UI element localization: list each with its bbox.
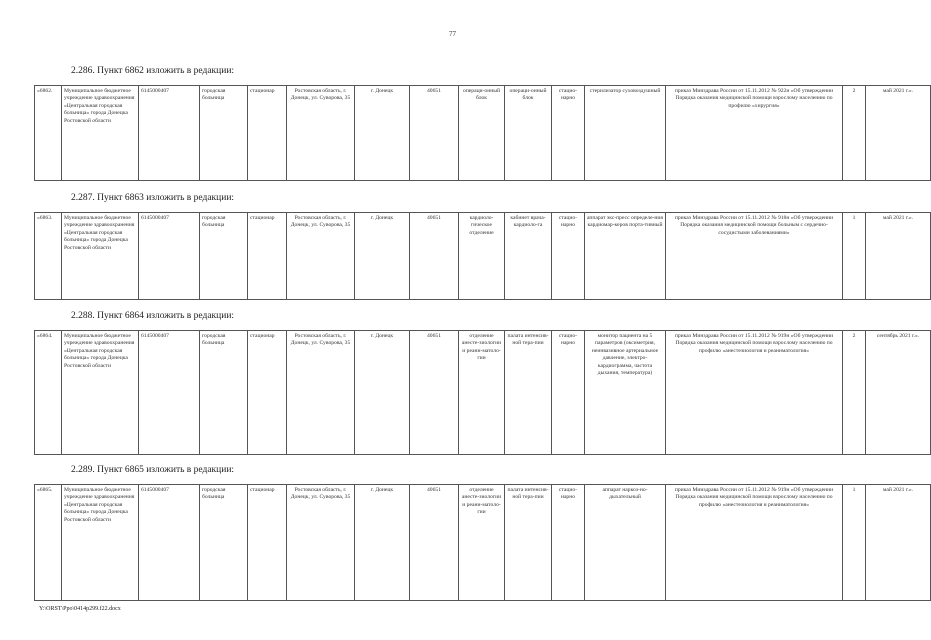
cell-address: Ростовская область, г. Донецк, ул. Суворова, 35	[287, 213, 355, 300]
cell-inn: 6145000407	[139, 213, 200, 300]
file-path-footer: Y:\ORST\Ppo\0414p299.f22.docx	[39, 606, 121, 612]
cell-city: г. Донецк	[355, 331, 410, 455]
cell-code: 40651	[410, 213, 459, 300]
cell-inn: 6145000407	[139, 485, 200, 601]
cell-code: 40651	[410, 331, 459, 455]
cell-room: палата интенсив-ной тера-пии	[505, 331, 552, 455]
cell-address: Ростовская область, г. Донецк, ул. Суворова, 35	[287, 485, 355, 601]
cell-care-conditions: стационар	[248, 213, 287, 300]
amendment-table	[34, 484, 931, 601]
cell-item-number: «6862.	[35, 86, 62, 181]
cell-equipment: аппарат наркоз-но-дыхательный	[585, 485, 666, 601]
cell-facility-type: городская больница	[200, 485, 248, 601]
cell-city: г. Донецк	[355, 213, 410, 300]
cell-mode: стацио-нарно	[552, 485, 585, 601]
cell-order: приказ Минздрава России от 15.11.2012 № 919н «Об утверждении Порядка оказания медицинской помощи взрослому населению по профилю «анестезиология и реаниматология»	[666, 331, 843, 455]
cell-department: кардиоло-гическое отделение	[459, 213, 505, 300]
cell-facility-type: городская больница	[200, 331, 248, 455]
cell-code: 40651	[410, 86, 459, 181]
cell-date: май 2021 г.».	[866, 485, 931, 601]
cell-care-conditions: стационар	[248, 331, 287, 455]
cell-organization: Муниципальное бюджетное учреждение здравоохранения «Центральная городская больница» города Донецка Ростовской области	[62, 213, 139, 300]
cell-department: операци-онный блок	[459, 86, 505, 181]
cell-room: операци-онный блок	[505, 86, 552, 181]
cell-room: кабинет врача-кардиоло-га	[505, 213, 552, 300]
cell-equipment: стерилизатор суховоздушный	[585, 86, 666, 181]
cell-facility-type: городская больница	[200, 213, 248, 300]
cell-care-conditions: стационар	[248, 86, 287, 181]
cell-mode: стацио-нарно	[552, 213, 585, 300]
cell-department: отделение анесте-зиологии и реани-матоло-гии	[459, 331, 505, 455]
cell-city: г. Донецк	[355, 485, 410, 601]
cell-quantity: 1	[843, 213, 866, 300]
cell-order: приказ Минздрава России от 15.11.2012 № 922н «Об утверждении Порядка оказания медицинской помощи взрослому населению по профилю «хирургия»	[666, 86, 843, 181]
cell-facility-type: городская больница	[200, 86, 248, 181]
cell-organization: Муниципальное бюджетное учреждение здравоохранения «Центральная городская больница» города Донецка Ростовской области	[62, 86, 139, 181]
cell-quantity: 2	[843, 331, 866, 455]
section-heading: 2.288. Пункт 6864 изложить в редакции:	[71, 311, 235, 321]
cell-quantity: 1	[843, 485, 866, 601]
section-heading: 2.286. Пункт 6862 изложить в редакции:	[71, 66, 235, 76]
cell-department: отделение анесте-зиологии и реани-матоло-гии	[459, 485, 505, 601]
cell-room: палата интенсив-ной тера-пии	[505, 485, 552, 601]
section-heading: 2.289. Пункт 6865 изложить в редакции:	[71, 465, 235, 475]
cell-address: Ростовская область, г. Донецк, ул. Суворова, 35	[287, 86, 355, 181]
cell-item-number: «6864.	[35, 331, 62, 455]
cell-date: май 2021 г.».	[866, 213, 931, 300]
cell-quantity: 2	[843, 86, 866, 181]
cell-date: май 2021 г.».	[866, 86, 931, 181]
page-number: 77	[449, 30, 456, 38]
cell-date: сентябрь 2021 г.».	[866, 331, 931, 455]
cell-item-number: «6865.	[35, 485, 62, 601]
amendment-table	[34, 330, 931, 455]
cell-address: Ростовская область, г. Донецк, ул. Суворова, 35	[287, 331, 355, 455]
cell-inn: 6145000407	[139, 86, 200, 181]
cell-organization: Муниципальное бюджетное учреждение здравоохранения «Центральная городская больница» города Донецка Ростовской области	[62, 331, 139, 455]
cell-city: г. Донецк	[355, 86, 410, 181]
amendment-table	[34, 85, 931, 181]
cell-mode: стацио-нарно	[552, 331, 585, 455]
cell-code: 40651	[410, 485, 459, 601]
cell-organization: Муниципальное бюджетное учреждение здравоохранения «Центральная городская больница» города Донецка Ростовской области	[62, 485, 139, 601]
cell-inn: 6145000407	[139, 331, 200, 455]
cell-equipment: монитор пациента на 5 параметров (оксиметрия, неинвазивное артериальное давление, электро-кардиограмма, частота дыхания, температура)	[585, 331, 666, 455]
cell-equipment: аппарат экс-пресс определе-ния кардиомар-керов порта-тивный	[585, 213, 666, 300]
amendment-table	[34, 212, 931, 300]
cell-item-number: «6863.	[35, 213, 62, 300]
cell-mode: стацио-нарно	[552, 86, 585, 181]
cell-care-conditions: стационар	[248, 485, 287, 601]
cell-order: приказ Минздрава России от 15.11.2012 № 919н «Об утверждении Порядка оказания медицинской помощи взрослому населению по профилю «анестезиология и реаниматология»	[666, 485, 843, 601]
cell-order: приказ Минздрава России от 15.11.2012 № 918н «Об утверждении Порядка оказания медицинской помощи больным с сердечно-сосудистыми заболеваниями»	[666, 213, 843, 300]
section-heading: 2.287. Пункт 6863 изложить в редакции:	[71, 193, 235, 203]
